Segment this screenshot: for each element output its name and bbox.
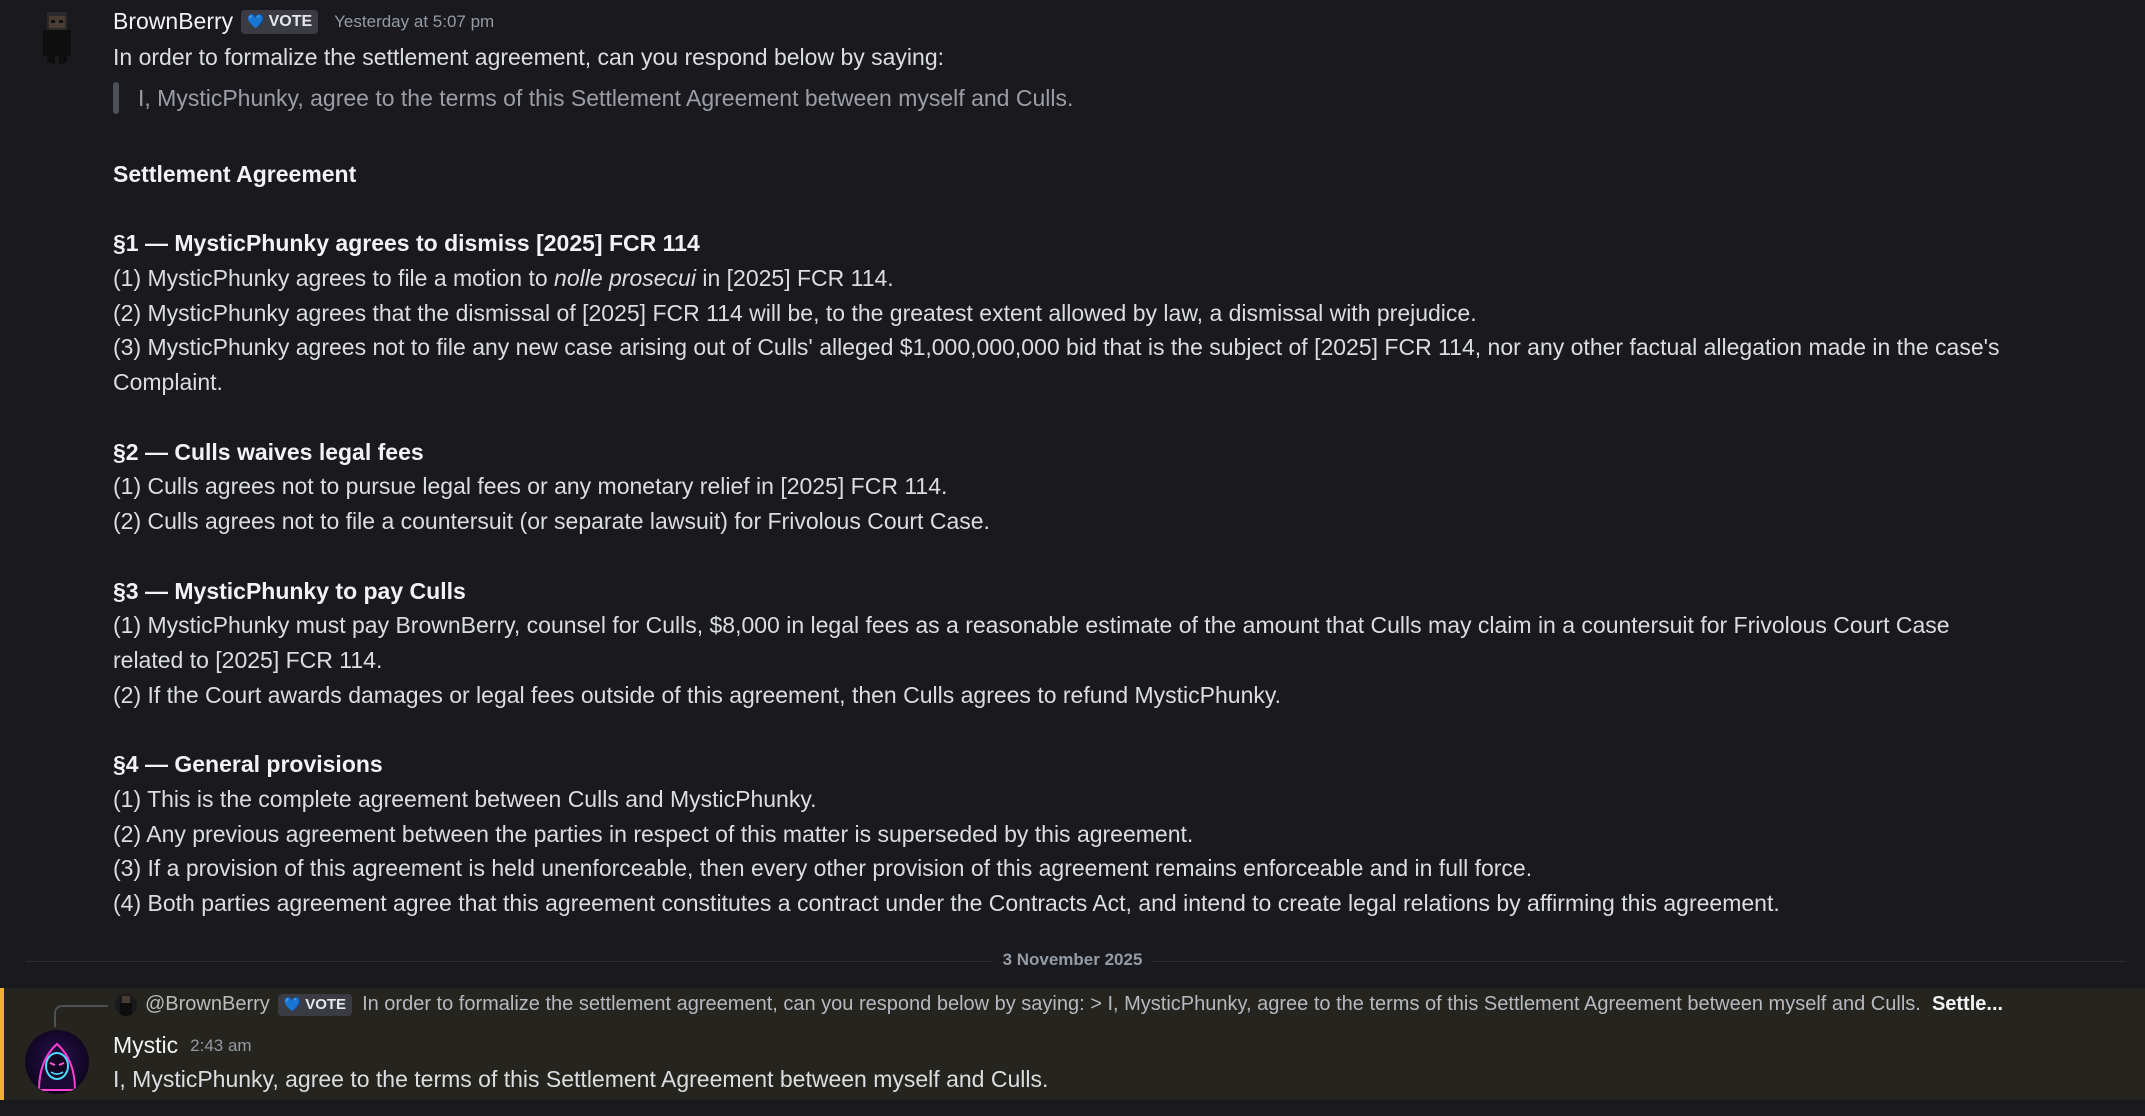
section-1-item-1: (1) MysticPhunky agrees to file a motion to nolle prosecui in [2025] FCR 114. (113, 265, 894, 291)
message-header-mystic (113, 1032, 252, 1059)
username-mystic[interactable]: Mystic (113, 1032, 179, 1058)
section-4-item-3: (3) If a provision of this agreement is held unenforceable, then every other provision of this agreement remains enforceable and in full force. (113, 855, 1533, 881)
section-4-heading: §4 — General provisions (113, 751, 383, 777)
blockquote-bar (113, 82, 119, 114)
section-1-heading: §1 — MysticPhunky agrees to dismiss [2025] FCR 114 (113, 230, 700, 256)
avatar-mystic[interactable] (25, 1030, 89, 1094)
section-2-heading: §2 — Culls waives legal fees (113, 439, 424, 465)
section-2-item-1: (1) Culls agrees not to pursue legal fees or any monetary relief in [2025] FCR 114. (113, 473, 948, 499)
section-3-item-1: (1) MysticPhunky must pay BrownBerry, counsel for Culls, $8,000 in legal fees as a reasonable estimate of the amount that Culls may claim in a countersuit for Frivolous Court Case (113, 612, 1950, 638)
reply-avatar (115, 994, 137, 1016)
reply-preview[interactable] (115, 993, 2115, 1016)
section-3-item-2: (2) If the Court awards damages or legal fees outside of this agreement, then Culls agrees to refund MysticPhunky. (113, 682, 1282, 708)
section-1-item-2: (2) MysticPhunky agrees that the dismissal of [2025] FCR 114 will be, to the greatest extent allowed by law, a dismissal with prejudice. (113, 300, 1477, 326)
section-4-item-1: (1) This is the complete agreement between Culls and MysticPhunky. (113, 786, 817, 812)
reply-text: In order to formalize the settlement agreement, can you respond below by saying: > I, MysticPhunky, agree to the terms of this Settlement Agreement between myself and Culls. Settle... (362, 993, 2004, 1015)
section-3-heading: §3 — MysticPhunky to pay Culls (113, 578, 466, 604)
section-1-item-3: (3) MysticPhunky agrees not to file any new case arising out of Culls' alleged $1,000,000,000 bid that is the subject of [2025] FCR 114, nor any other factual allegation made in the case's (113, 334, 2000, 360)
section-3-item-1-cont: related to [2025] FCR 114. (113, 647, 383, 673)
intro-text: In order to formalize the settlement agreement, can you respond below by saying: (113, 44, 945, 70)
timestamp[interactable]: Yesterday at 5:07 pm (334, 11, 495, 31)
reply-guild-tag (278, 994, 352, 1016)
section-2-item-2: (2) Culls agrees not to file a countersuit (or separate lawsuit) for Frivolous Court Case. (113, 508, 990, 534)
blockquote-text: I, MysticPhunky, agree to the terms of this Settlement Agreement between myself and Culls. (138, 85, 1074, 111)
guild-tag-label: VOTE (268, 12, 313, 30)
section-1-item-3-cont: Complaint. (113, 369, 223, 395)
timestamp-mystic[interactable]: 2:43 am (190, 1035, 252, 1055)
heart-shield-icon: 💙 (283, 996, 302, 1012)
message-header (113, 8, 494, 35)
avatar-brownberry[interactable] (29, 8, 85, 64)
date-divider-label: 3 November 2025 (993, 950, 1153, 969)
message-text-mystic: I, MysticPhunky, agree to the terms of this Settlement Agreement between myself and Culls. (113, 1066, 1049, 1092)
section-4-item-4: (4) Both parties agreement agree that this agreement constitutes a contract under the Contracts Act, and intend to create legal relations by affirming this agreement. (113, 890, 1780, 916)
reply-spine-icon (54, 1005, 108, 1027)
section-4-item-2: (2) Any previous agreement between the parties in respect of this matter is superseded by this agreement. (113, 821, 1194, 847)
reply-mention[interactable]: @BrownBerry (145, 993, 270, 1015)
heart-shield-icon: 💙 (247, 13, 265, 29)
date-divider (0, 950, 2145, 970)
agreement-title: Settlement Agreement (113, 161, 357, 187)
username[interactable]: BrownBerry (113, 8, 234, 34)
reply-guild-tag-label: VOTE (305, 996, 347, 1013)
guild-tag[interactable] (241, 10, 318, 34)
